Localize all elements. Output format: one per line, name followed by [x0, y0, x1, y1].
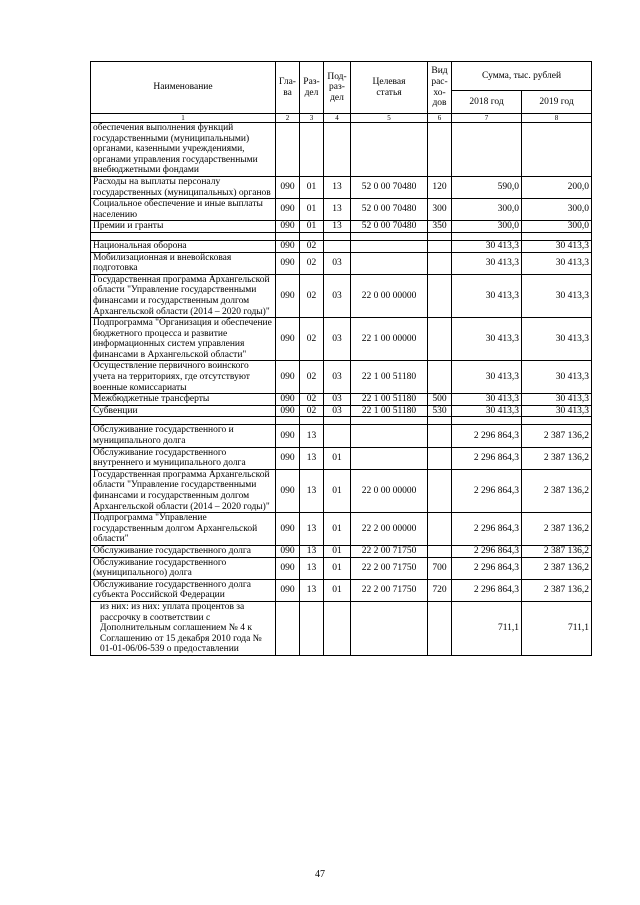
header-vid: Вид рас- хо- дов [428, 62, 452, 114]
header-2019: 2019 год [522, 91, 592, 114]
row-sum-2018: 2 296 864,3 [452, 579, 522, 601]
row-glava: 090 [276, 199, 300, 221]
row-podrazdel [324, 601, 351, 655]
row-vid: 300 [428, 199, 452, 221]
row-podrazdel: 01 [324, 469, 351, 512]
row-vid [428, 447, 452, 469]
row-name: Обслуживание государственного (муниципального) долга [91, 557, 276, 579]
row-target [351, 601, 428, 655]
row-name: Государственная программа Архангельской области "Управление государственными финансами и государственным долгом Архангельской области (2014 – 2020 годы)" [91, 469, 276, 512]
row-target: 22 0 00 00000 [351, 274, 428, 317]
row-vid [428, 601, 452, 655]
row-razdel: 01 [300, 176, 324, 198]
row-name: Подпрограмма "Управление государственным долгом Архангельской области" [91, 513, 276, 546]
row-podrazdel [324, 123, 351, 177]
header-podrazdel: Под- раз- дел [324, 62, 351, 114]
row-name: обеспечения выполнения функций государственными (муниципальными) органами, казенными учреждениями, органами управления государственными внебюджетными фондами [91, 123, 276, 177]
row-vid [428, 545, 452, 557]
spacer-cell [428, 417, 452, 425]
row-target: 22 2 00 71750 [351, 545, 428, 557]
table-row [91, 252, 592, 274]
row-sum-2019: 2 387 136,2 [522, 557, 592, 579]
row-razdel: 02 [300, 405, 324, 417]
row-vid: 720 [428, 579, 452, 601]
row-razdel: 02 [300, 274, 324, 317]
row-name: Премии и гранты [91, 221, 276, 233]
row-sum-2018: 30 413,3 [452, 405, 522, 417]
row-name: Социальное обеспечение и иные выплаты населению [91, 199, 276, 221]
row-podrazdel: 01 [324, 513, 351, 546]
row-razdel [300, 601, 324, 655]
row-sum-2019: 2 387 136,2 [522, 447, 592, 469]
table-row [91, 199, 592, 221]
row-vid [428, 252, 452, 274]
row-razdel: 13 [300, 579, 324, 601]
row-vid: 700 [428, 557, 452, 579]
row-name: Расходы на выплаты персоналу государственных (муниципальных) органов [91, 176, 276, 198]
row-podrazdel: 13 [324, 199, 351, 221]
row-target: 22 1 00 51180 [351, 394, 428, 406]
row-target [351, 447, 428, 469]
row-target [351, 240, 428, 252]
row-sum-2018: 30 413,3 [452, 318, 522, 361]
row-sum-2019: 2 387 136,2 [522, 545, 592, 557]
header-target: Целевая статья [351, 62, 428, 114]
column-number-row [91, 114, 592, 123]
row-target: 52 0 00 70480 [351, 221, 428, 233]
row-glava: 090 [276, 579, 300, 601]
row-glava: 090 [276, 394, 300, 406]
row-podrazdel: 01 [324, 545, 351, 557]
spacer-cell [324, 232, 351, 240]
spacer-row [91, 417, 592, 425]
spacer-cell [276, 417, 300, 425]
row-name: Межбюджетные трансферты [91, 394, 276, 406]
row-sum-2019: 300,0 [522, 199, 592, 221]
spacer-cell [522, 417, 592, 425]
row-glava: 090 [276, 240, 300, 252]
spacer-cell [91, 417, 276, 425]
spacer-cell [300, 417, 324, 425]
spacer-cell [522, 232, 592, 240]
row-razdel: 13 [300, 513, 324, 546]
row-target [351, 123, 428, 177]
row-glava: 090 [276, 221, 300, 233]
table-row [91, 361, 592, 394]
row-vid: 350 [428, 221, 452, 233]
row-target: 22 2 00 00000 [351, 513, 428, 546]
header-name: Наименование [91, 62, 276, 114]
table-row [91, 557, 592, 579]
table-row [91, 123, 592, 177]
table-header-row [91, 62, 592, 91]
row-name: Обслуживание государственного внутреннего и муниципального долга [91, 447, 276, 469]
row-name: из них: из них: уплата процентов за рассрочку в соответствии с Дополнительным соглашением № 4 к Соглашению от 15 декабря 2010 года № 01-01-06/06-539 о предоставлении [91, 601, 276, 655]
row-sum-2019: 30 413,3 [522, 361, 592, 394]
table-row [91, 176, 592, 198]
spacer-cell [452, 232, 522, 240]
row-glava: 090 [276, 545, 300, 557]
column-number: 3 [300, 114, 324, 123]
header-2018: 2018 год [452, 91, 522, 114]
column-number: 6 [428, 114, 452, 123]
row-vid [428, 513, 452, 546]
row-sum-2018: 2 296 864,3 [452, 513, 522, 546]
spacer-cell [452, 417, 522, 425]
table-row [91, 579, 592, 601]
spacer-cell [351, 417, 428, 425]
row-sum-2019: 30 413,3 [522, 394, 592, 406]
row-sum-2019: 2 387 136,2 [522, 513, 592, 546]
row-razdel: 13 [300, 545, 324, 557]
column-number: 1 [91, 114, 276, 123]
row-sum-2018: 2 296 864,3 [452, 447, 522, 469]
row-sum-2018: 2 296 864,3 [452, 469, 522, 512]
row-name: Государственная программа Архангельской области "Управление государственными финансами и государственным долгом Архангельской области (2014 – 2020 годы)" [91, 274, 276, 317]
row-sum-2019: 30 413,3 [522, 405, 592, 417]
row-glava: 090 [276, 318, 300, 361]
row-podrazdel: 13 [324, 176, 351, 198]
row-sum-2018: 30 413,3 [452, 274, 522, 317]
spacer-cell [91, 232, 276, 240]
column-number: 7 [452, 114, 522, 123]
row-vid [428, 318, 452, 361]
row-podrazdel: 01 [324, 447, 351, 469]
row-razdel: 02 [300, 361, 324, 394]
table-row [91, 513, 592, 546]
column-number: 8 [522, 114, 592, 123]
row-sum-2019: 2 387 136,2 [522, 579, 592, 601]
row-podrazdel: 01 [324, 557, 351, 579]
row-razdel: 13 [300, 557, 324, 579]
row-sum-2018: 2 296 864,3 [452, 557, 522, 579]
row-razdel: 13 [300, 469, 324, 512]
budget-table-sheet [90, 61, 591, 656]
row-glava: 090 [276, 557, 300, 579]
row-sum-2018: 30 413,3 [452, 252, 522, 274]
row-vid: 500 [428, 394, 452, 406]
row-razdel: 02 [300, 252, 324, 274]
row-glava [276, 601, 300, 655]
row-podrazdel: 03 [324, 318, 351, 361]
row-sum-2019: 30 413,3 [522, 318, 592, 361]
row-podrazdel: 01 [324, 579, 351, 601]
row-vid [428, 240, 452, 252]
row-sum-2019: 30 413,3 [522, 252, 592, 274]
table-row [91, 274, 592, 317]
row-glava: 090 [276, 469, 300, 512]
header-sum: Сумма, тыс. рублей [452, 62, 592, 91]
table-row [91, 601, 592, 655]
column-number: 5 [351, 114, 428, 123]
row-razdel [300, 123, 324, 177]
spacer-cell [276, 232, 300, 240]
row-target: 22 1 00 00000 [351, 318, 428, 361]
row-vid [428, 274, 452, 317]
row-podrazdel: 03 [324, 274, 351, 317]
row-glava: 090 [276, 274, 300, 317]
row-target [351, 425, 428, 447]
row-vid: 530 [428, 405, 452, 417]
row-glava: 090 [276, 447, 300, 469]
row-name: Субвенции [91, 405, 276, 417]
row-podrazdel [324, 240, 351, 252]
row-name: Обслуживание государственного и муниципального долга [91, 425, 276, 447]
row-vid: 120 [428, 176, 452, 198]
row-vid [428, 123, 452, 177]
row-sum-2018: 30 413,3 [452, 240, 522, 252]
row-sum-2018: 300,0 [452, 199, 522, 221]
row-name: Обслуживание государственного долга субъекта Российской Федерации [91, 579, 276, 601]
page-number: 47 [315, 869, 325, 880]
row-name: Осуществление первичного воинского учета на территориях, где отсутствуют военные комиссариаты [91, 361, 276, 394]
row-glava [276, 123, 300, 177]
row-target: 22 1 00 51180 [351, 361, 428, 394]
row-vid [428, 469, 452, 512]
table-row [91, 447, 592, 469]
row-sum-2018: 590,0 [452, 176, 522, 198]
column-number: 2 [276, 114, 300, 123]
row-sum-2018 [452, 123, 522, 177]
table-row [91, 394, 592, 406]
row-sum-2018: 2 296 864,3 [452, 425, 522, 447]
spacer-cell [428, 232, 452, 240]
row-sum-2019: 711,1 [522, 601, 592, 655]
row-glava: 090 [276, 425, 300, 447]
row-glava: 090 [276, 361, 300, 394]
row-razdel: 13 [300, 447, 324, 469]
row-target: 22 1 00 51180 [351, 405, 428, 417]
row-razdel: 01 [300, 221, 324, 233]
row-glava: 090 [276, 176, 300, 198]
table-row [91, 545, 592, 557]
row-sum-2018: 30 413,3 [452, 361, 522, 394]
row-vid [428, 425, 452, 447]
row-sum-2019: 300,0 [522, 221, 592, 233]
row-sum-2018: 711,1 [452, 601, 522, 655]
row-glava: 090 [276, 405, 300, 417]
row-sum-2019: 2 387 136,2 [522, 469, 592, 512]
row-glava: 090 [276, 252, 300, 274]
row-name: Подпрограмма "Организация и обеспечение бюджетного процесса и развитие информационных систем управления финансами в Архангельской области" [91, 318, 276, 361]
table-row [91, 469, 592, 512]
row-target: 22 2 00 71750 [351, 557, 428, 579]
row-razdel: 02 [300, 318, 324, 361]
spacer-row [91, 232, 592, 240]
row-sum-2018: 300,0 [452, 221, 522, 233]
row-podrazdel: 03 [324, 252, 351, 274]
row-sum-2019: 2 387 136,2 [522, 425, 592, 447]
row-target: 22 0 00 00000 [351, 469, 428, 512]
row-razdel: 02 [300, 394, 324, 406]
row-name: Мобилизационная и вневойсковая подготовка [91, 252, 276, 274]
row-name: Национальная оборона [91, 240, 276, 252]
table-row [91, 221, 592, 233]
row-target: 52 0 00 70480 [351, 199, 428, 221]
row-podrazdel: 13 [324, 221, 351, 233]
table-row [91, 405, 592, 417]
row-razdel: 13 [300, 425, 324, 447]
budget-table [90, 61, 592, 656]
row-vid [428, 361, 452, 394]
row-razdel: 02 [300, 240, 324, 252]
table-row [91, 425, 592, 447]
row-sum-2018: 2 296 864,3 [452, 545, 522, 557]
row-target: 52 0 00 70480 [351, 176, 428, 198]
header-razdel: Раз- дел [300, 62, 324, 114]
table-row [91, 318, 592, 361]
spacer-cell [351, 232, 428, 240]
row-podrazdel: 03 [324, 361, 351, 394]
spacer-cell [324, 417, 351, 425]
row-sum-2018: 30 413,3 [452, 394, 522, 406]
header-glava: Гла- ва [276, 62, 300, 114]
row-podrazdel: 03 [324, 394, 351, 406]
row-podrazdel [324, 425, 351, 447]
row-glava: 090 [276, 513, 300, 546]
column-number: 4 [324, 114, 351, 123]
row-sum-2019: 30 413,3 [522, 240, 592, 252]
row-sum-2019 [522, 123, 592, 177]
row-sum-2019: 200,0 [522, 176, 592, 198]
row-sum-2019: 30 413,3 [522, 274, 592, 317]
table-row [91, 240, 592, 252]
spacer-cell [300, 232, 324, 240]
row-razdel: 01 [300, 199, 324, 221]
row-podrazdel: 03 [324, 405, 351, 417]
row-name: Обслуживание государственного долга [91, 545, 276, 557]
row-target: 22 2 00 71750 [351, 579, 428, 601]
row-target [351, 252, 428, 274]
